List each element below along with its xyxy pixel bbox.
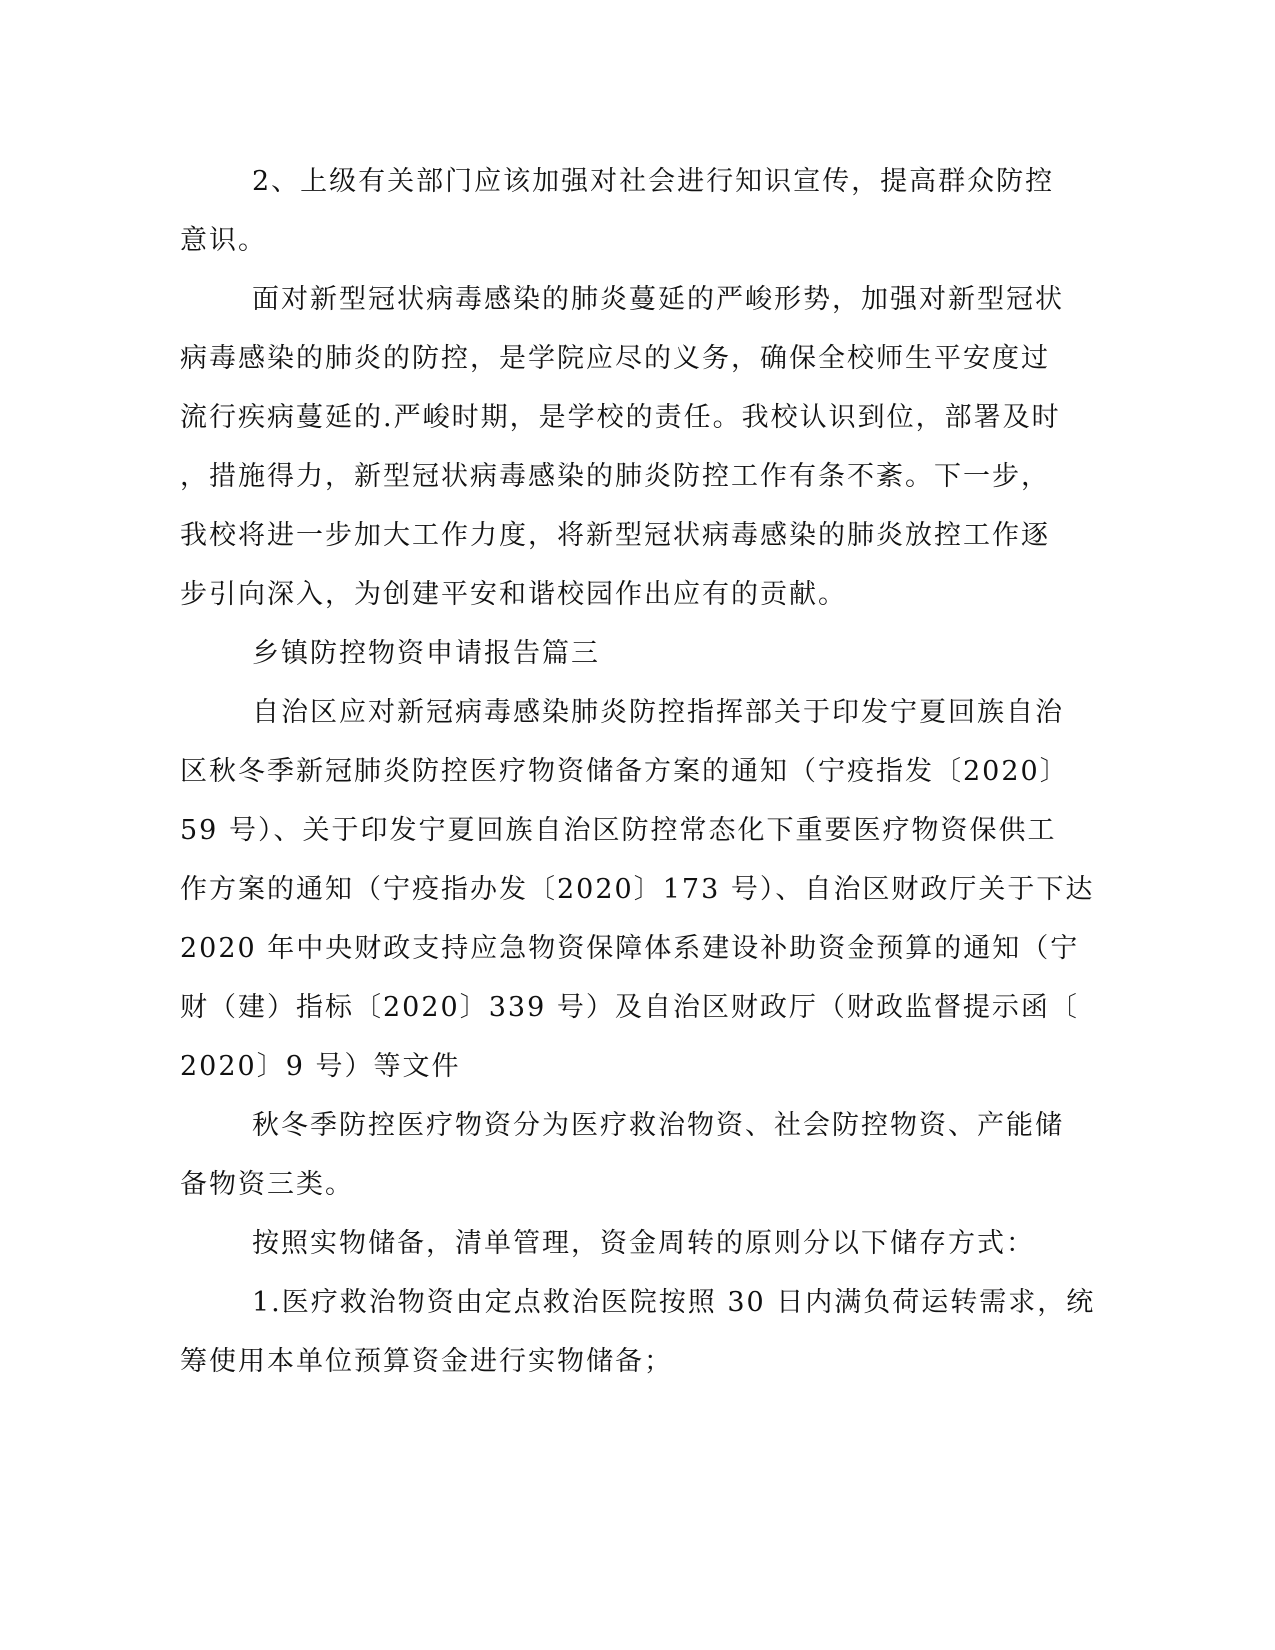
paragraph-6 — [180, 1273, 1096, 1391]
paragraph-line: 我校将进一步加大工作力度，将新型冠状病毒感染的肺炎放控工作逐 — [180, 520, 1050, 551]
section-heading — [180, 624, 1030, 683]
paragraph-line: 备物资三类。 — [180, 1169, 354, 1200]
paragraph-line: 意识。 — [180, 225, 267, 256]
paragraph-line: 自治区应对新冠病毒感染肺炎防控指挥部关于印发宁夏回族自治 — [252, 697, 1064, 728]
paragraph-line: 2020 年中央财政支持应急物资保障体系建设补助资金预算的通知（宁 — [180, 933, 1080, 964]
paragraph-1 — [180, 152, 1055, 270]
heading-text: 乡镇防控物资申请报告篇三 — [252, 638, 600, 669]
paragraph-line: 59 号）、关于印发宁夏回族自治区防控常态化下重要医疗物资保供工 — [180, 815, 1057, 846]
paragraph-3 — [180, 683, 1095, 1096]
paragraph-line: 按照实物储备，清单管理，资金周转的原则分以下储存方式： — [252, 1228, 1035, 1259]
paragraph-5 — [180, 1214, 1035, 1273]
paragraph-line: 病毒感染的肺炎的防控，是学院应尽的义务，确保全校师生平安度过 — [180, 343, 1050, 374]
paragraph-line: 面对新型冠状病毒感染的肺炎蔓延的严峻形势，加强对新型冠状 — [252, 284, 1064, 315]
paragraph-2 — [180, 270, 1064, 624]
paragraph-line: 1.医疗救治物资由定点救治医院按照 30 日内满负荷运转需求，统 — [252, 1287, 1096, 1318]
paragraph-line: 流行疾病蔓延的.严峻时期，是学校的责任。我校认识到位，部署及时 — [180, 402, 1061, 433]
paragraph-line: 区秋冬季新冠肺炎防控医疗物资储备方案的通知（宁疫指发〔2020〕 — [180, 756, 1069, 787]
paragraph-4 — [180, 1096, 1064, 1214]
paragraph-line: 财（建）指标〔2020〕339 号）及自治区财政厅（财政监督提示函〔 — [180, 992, 1079, 1023]
paragraph-line: ，措施得力，新型冠状病毒感染的肺炎防控工作有条不紊。下一步， — [180, 461, 1050, 492]
paragraph-line: 2020〕9 号）等文件 — [180, 1051, 461, 1082]
paragraph-line: 秋冬季防控医疗物资分为医疗救治物资、社会防控物资、产能储 — [252, 1110, 1064, 1141]
paragraph-line: 筹使用本单位预算资金进行实物储备； — [180, 1346, 673, 1377]
paragraph-line: 2、上级有关部门应该加强对社会进行知识宣传，提高群众防控 — [252, 166, 1055, 197]
paragraph-line: 步引向深入，为创建平安和谐校园作出应有的贡献。 — [180, 579, 847, 610]
paragraph-line: 作方案的通知（宁疫指办发〔2020〕173 号）、自治区财政厅关于下达 — [180, 874, 1095, 905]
